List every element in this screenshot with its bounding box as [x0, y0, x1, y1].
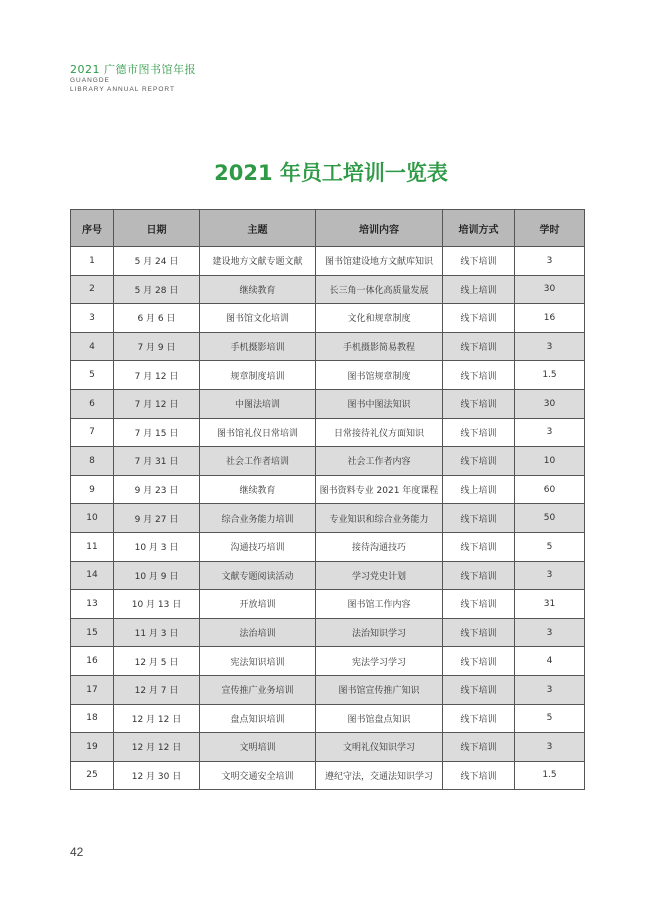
cell-date: 10 月 13 日 [114, 590, 200, 619]
cell-content: 图书馆盘点知识 [316, 704, 443, 733]
table-row [71, 332, 585, 361]
page-title: 2021 年员工培训一览表 [214, 161, 448, 185]
table-row [71, 504, 585, 533]
cell-hours: 3 [515, 418, 585, 447]
table-row [71, 647, 585, 676]
cell-date: 6 月 6 日 [114, 304, 200, 333]
table-row [71, 361, 585, 390]
cell-topic: 宣传推广业务培训 [200, 675, 316, 704]
cell-index: 11 [71, 532, 114, 561]
cell-date: 7 月 12 日 [114, 389, 200, 418]
table-row [71, 590, 585, 619]
cell-date: 12 月 12 日 [114, 704, 200, 733]
table-row [71, 275, 585, 304]
cell-method: 线下培训 [443, 761, 515, 790]
cell-topic: 继续教育 [200, 275, 316, 304]
cell-topic: 文明交通安全培训 [200, 761, 316, 790]
cell-date: 7 月 31 日 [114, 447, 200, 476]
cell-content: 宪法学习学习 [316, 647, 443, 676]
cell-hours: 60 [515, 475, 585, 504]
cell-topic: 继续教育 [200, 475, 316, 504]
cell-hours: 1.5 [515, 361, 585, 390]
cell-index: 8 [71, 447, 114, 476]
cell-hours: 3 [515, 561, 585, 590]
cell-method: 线下培训 [443, 733, 515, 762]
table-row [71, 418, 585, 447]
cell-hours: 30 [515, 389, 585, 418]
cell-topic: 沟通技巧培训 [200, 532, 316, 561]
cell-content: 图书馆宣传推广知识 [316, 675, 443, 704]
cell-content: 专业知识和综合业务能力 [316, 504, 443, 533]
cell-date: 10 月 3 日 [114, 532, 200, 561]
table-row [71, 447, 585, 476]
table-row [71, 532, 585, 561]
cell-content: 长三角一体化高质量发展 [316, 275, 443, 304]
cell-hours: 3 [515, 675, 585, 704]
cell-hours: 3 [515, 247, 585, 276]
cell-index: 2 [71, 275, 114, 304]
cell-index: 7 [71, 418, 114, 447]
cell-method: 线下培训 [443, 447, 515, 476]
table-row [71, 761, 585, 790]
cell-hours: 4 [515, 647, 585, 676]
cell-date: 5 月 24 日 [114, 247, 200, 276]
cell-index: 17 [71, 675, 114, 704]
cell-date: 9 月 27 日 [114, 504, 200, 533]
cell-topic: 中图法培训 [200, 389, 316, 418]
cell-content: 法治知识学习 [316, 618, 443, 647]
cell-method: 线下培训 [443, 675, 515, 704]
table-row [71, 247, 585, 276]
cell-date: 12 月 12 日 [114, 733, 200, 762]
cell-topic: 图书馆礼仪日常培训 [200, 418, 316, 447]
cell-hours: 10 [515, 447, 585, 476]
table-body [71, 247, 585, 790]
cell-method: 线下培训 [443, 504, 515, 533]
cell-method: 线下培训 [443, 332, 515, 361]
table-header-row [71, 210, 585, 247]
table-row [71, 618, 585, 647]
header-content: 培训内容 [316, 210, 443, 247]
cell-method: 线下培训 [443, 361, 515, 390]
report-subtitle-annual: LIBRARY ANNUAL REPORT [70, 86, 175, 93]
cell-topic: 法治培训 [200, 618, 316, 647]
cell-index: 5 [71, 361, 114, 390]
cell-date: 5 月 28 日 [114, 275, 200, 304]
cell-content: 手机摄影简易教程 [316, 332, 443, 361]
cell-topic: 宪法知识培训 [200, 647, 316, 676]
cell-topic: 开放培训 [200, 590, 316, 619]
header-index: 序号 [71, 210, 114, 247]
cell-index: 15 [71, 618, 114, 647]
cell-method: 线下培训 [443, 418, 515, 447]
table-row [71, 475, 585, 504]
cell-topic: 图书馆文化培训 [200, 304, 316, 333]
cell-index: 1 [71, 247, 114, 276]
cell-index: 9 [71, 475, 114, 504]
cell-topic: 盘点知识培训 [200, 704, 316, 733]
cell-hours: 1.5 [515, 761, 585, 790]
cell-content: 社会工作者内容 [316, 447, 443, 476]
cell-hours: 5 [515, 532, 585, 561]
report-subtitle-guangde: GUANGDE [70, 77, 110, 84]
cell-topic: 文献专题阅读活动 [200, 561, 316, 590]
report-title-header: 2021 广德市图书馆年报 [70, 63, 196, 76]
cell-index: 13 [71, 590, 114, 619]
cell-index: 16 [71, 647, 114, 676]
cell-method: 线下培训 [443, 704, 515, 733]
cell-content: 日常接待礼仪方面知识 [316, 418, 443, 447]
cell-index: 14 [71, 561, 114, 590]
cell-date: 7 月 9 日 [114, 332, 200, 361]
cell-content: 图书馆规章制度 [316, 361, 443, 390]
cell-content: 学习党史计划 [316, 561, 443, 590]
cell-date: 7 月 15 日 [114, 418, 200, 447]
cell-method: 线下培训 [443, 304, 515, 333]
cell-content: 遵纪守法，交通法知识学习 [316, 761, 443, 790]
cell-topic: 综合业务能力培训 [200, 504, 316, 533]
cell-hours: 50 [515, 504, 585, 533]
cell-content: 图书馆工作内容 [316, 590, 443, 619]
cell-index: 4 [71, 332, 114, 361]
table-row [71, 704, 585, 733]
cell-topic: 手机摄影培训 [200, 332, 316, 361]
cell-date: 12 月 5 日 [114, 647, 200, 676]
cell-date: 12 月 7 日 [114, 675, 200, 704]
cell-date: 9 月 23 日 [114, 475, 200, 504]
page-number: 42 [70, 845, 84, 859]
cell-date: 10 月 9 日 [114, 561, 200, 590]
cell-topic: 建设地方文献专题文献 [200, 247, 316, 276]
header-method: 培训方式 [443, 210, 515, 247]
cell-content: 图书馆建设地方文献库知识 [316, 247, 443, 276]
cell-index: 25 [71, 761, 114, 790]
cell-hours: 30 [515, 275, 585, 304]
cell-topic: 文明培训 [200, 733, 316, 762]
cell-index: 6 [71, 389, 114, 418]
cell-method: 线下培训 [443, 590, 515, 619]
cell-hours: 3 [515, 618, 585, 647]
training-table [70, 209, 585, 790]
cell-content: 图书资料专业 2021 年度课程 [316, 475, 443, 504]
cell-hours: 31 [515, 590, 585, 619]
header-hours: 学时 [515, 210, 585, 247]
table-row [71, 561, 585, 590]
cell-method: 线下培训 [443, 647, 515, 676]
cell-date: 11 月 3 日 [114, 618, 200, 647]
table-row [71, 675, 585, 704]
cell-index: 18 [71, 704, 114, 733]
cell-method: 线下培训 [443, 389, 515, 418]
cell-content: 文明礼仪知识学习 [316, 733, 443, 762]
header-date: 日期 [114, 210, 200, 247]
cell-hours: 3 [515, 332, 585, 361]
cell-method: 线上培训 [443, 475, 515, 504]
header-topic: 主题 [200, 210, 316, 247]
cell-method: 线下培训 [443, 618, 515, 647]
cell-method: 线下培训 [443, 561, 515, 590]
cell-content: 接待沟通技巧 [316, 532, 443, 561]
table-row [71, 389, 585, 418]
cell-index: 3 [71, 304, 114, 333]
cell-method: 线下培训 [443, 247, 515, 276]
cell-index: 19 [71, 733, 114, 762]
cell-topic: 规章制度培训 [200, 361, 316, 390]
cell-hours: 3 [515, 733, 585, 762]
table-row [71, 733, 585, 762]
cell-content: 文化和规章制度 [316, 304, 443, 333]
report-header [70, 63, 196, 94]
cell-topic: 社会工作者培训 [200, 447, 316, 476]
cell-date: 7 月 12 日 [114, 361, 200, 390]
table-row [71, 304, 585, 333]
cell-index: 10 [71, 504, 114, 533]
cell-method: 线下培训 [443, 532, 515, 561]
cell-method: 线上培训 [443, 275, 515, 304]
cell-hours: 16 [515, 304, 585, 333]
cell-content: 图书中图法知识 [316, 389, 443, 418]
cell-date: 12 月 30 日 [114, 761, 200, 790]
cell-hours: 5 [515, 704, 585, 733]
